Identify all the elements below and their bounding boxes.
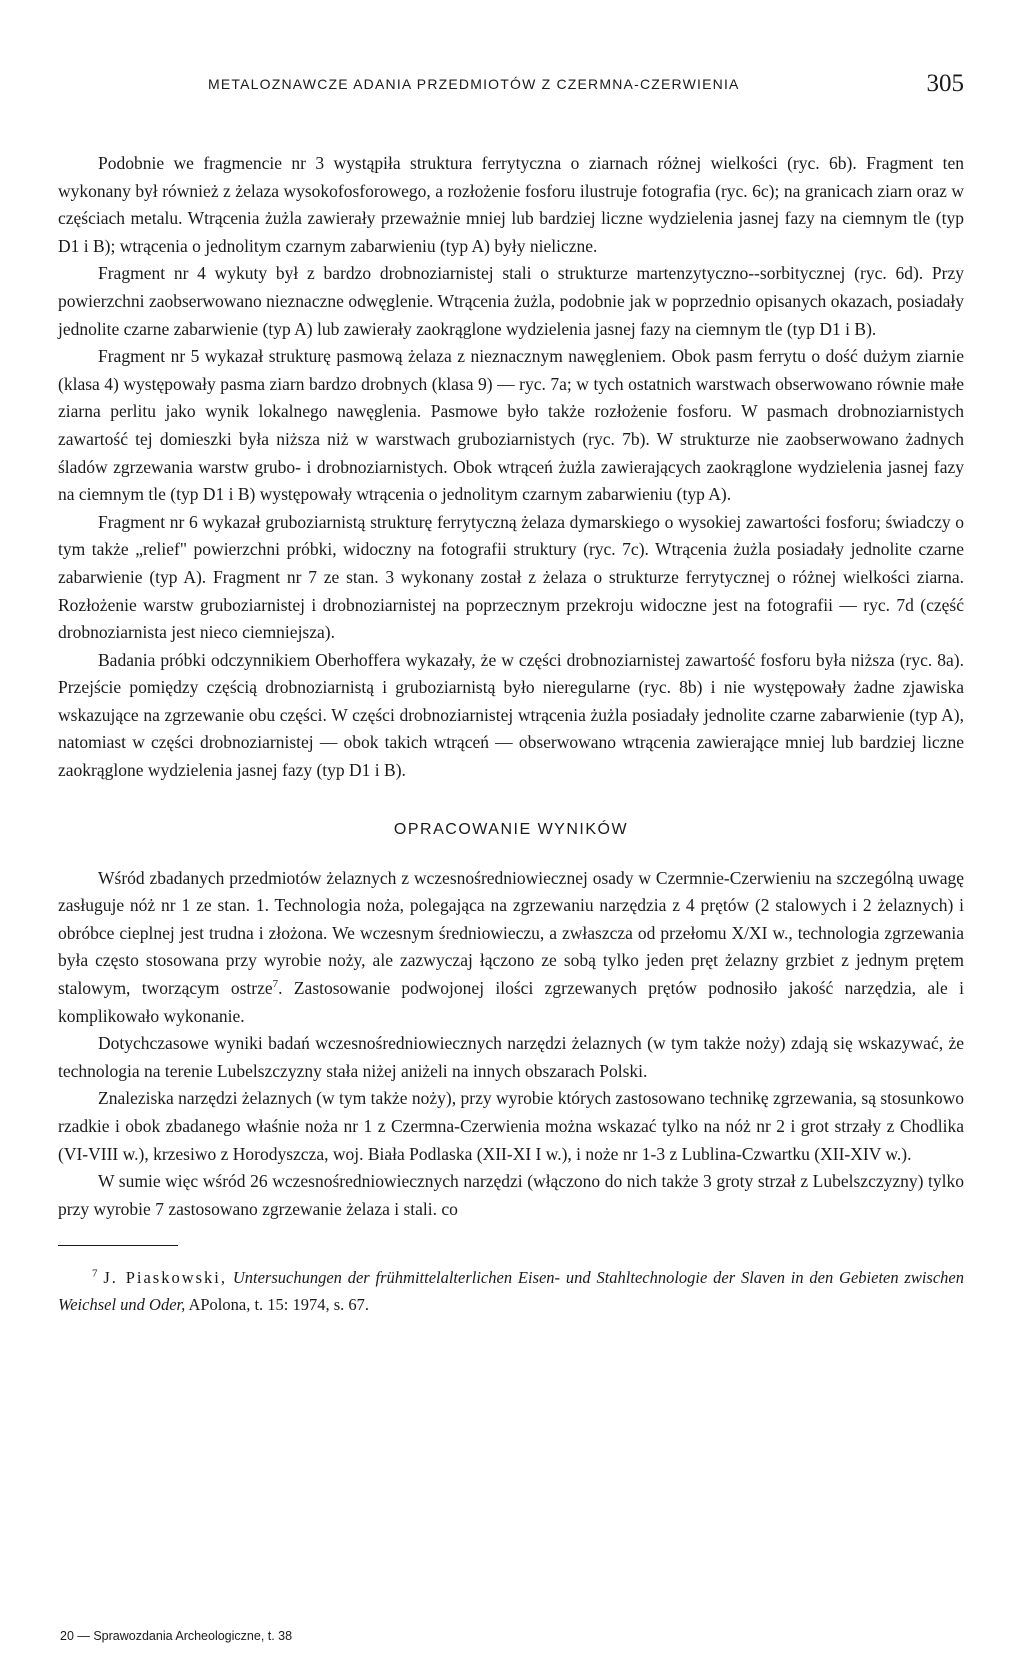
section-heading: OPRACOWANIE WYNIKÓW — [393, 820, 629, 838]
paragraph — [58, 865, 964, 1031]
paragraph: Dotychczasowe wyniki badań wczesnośredniowiecznych narzędzi żelaznych (w tym także noży) zdają się wskazywać, że technologia na terenie Lubelszczyzny stała niżej aniżeli na innych obszarach Polski. — [58, 1033, 964, 1081]
paragraph: Fragment nr 6 wykazał gruboziarnistą strukturę ferrytyczną żelaza dymarskiego o wysokiej zawartości fosforu; świadczy o tym także „relief" powierzchni próbki, widoczny na fotografii struktury (ryc. 7c). Wtrącenia żużla posiadały jednolite czarne zabarwienie (typ A). Fragment nr 7 ze stan. 3 wykonany został z żelaza o strukturze ferrytycznej o różnej wielkości ziarna. Rozłożenie warstw gruboziarnistej i drobnoziarnistej na poprzecznym przekroju widoczne jest na fotografii — ryc. 7d (część drobnoziarnista jest nieco ciemniejsza). — [58, 511, 964, 643]
paragraph: Znaleziska narzędzi żelaznych (w tym także noży), przy wyrobie których zastosowano technikę zgrzewania, są stosunkowo rzadkie i obok zbadanego właśnie noża nr 1 z Czermna-Czerwienia można wskazać tylko na nóż nr 2 i grot strzały z Chodlika (VI-VIII w.), krzesiwo z Horodyszcza, woj. Biała Podlaska (XII-XI I w.), i noże nr 1-3 z Lublina-Czwartku (XII-XIV w.). — [58, 1088, 964, 1164]
signature-footer: 20 — Sprawozdania Archeologiczne, t. 38 — [60, 1629, 293, 1643]
footnote-number: 7 — [92, 1267, 98, 1280]
running-title: METALOZNAWCZE ADANIA PRZEDMIOTÓW Z CZERMNA-CZERWIENIA — [208, 76, 740, 92]
footnote-author: J. Piaskowski, — [103, 1268, 227, 1288]
paragraph: Fragment nr 5 wykazał strukturę pasmową żelaza z nieznacznym nawęgleniem. Obok pasm ferrytu o dość dużym ziarnie (klasa 4) występowały pasma ziarn bardzo drobnych (klasa 9) — ryc. 7a; w tych ostatnich warstwach obserwowano równie małe ziarna perlitu jako wynik lokalnego nawęglenia. Pasmowe było także rozłożenie fosforu. W pasmach drobnoziarnistych zawartość tej domieszki była niższa niż w warstwach gruboziarnistych (ryc. 7b). W strukturze nie zaobserwowano żadnych śladów zgrzewania warstw grubo- i drobnoziarnistych. Obok wtrąceń żużla zawierających zaokrąglone wydzielenia jasnej fazy na ciemnym tle (typ D1 i B) występowały wtrącenia o jednolitym czarnym zabarwieniu (typ A). — [58, 346, 964, 505]
body-text — [58, 150, 964, 1223]
footnote — [58, 1264, 964, 1318]
footnote-divider — [58, 1245, 178, 1246]
footnote-title: Untersuchungen der frühmittelalterlichen Eisen- und Stahltechnologie der Slaven in den Gebieten zwischen Weichsel und Oder, — [58, 1268, 965, 1315]
paragraph: W sumie więc wśród 26 wczesnośredniowiecznych narzędzi (włączono do nich także 3 groty strzał z Lubelszczyzny) tylko przy wyrobie 7 zastosowano zgrzewanie żelaza i stali. co — [58, 1171, 964, 1219]
paragraph: Podobnie we fragmencie nr 3 wystąpiła struktura ferrytyczna o ziarnach różnej wielkości (ryc. 6b). Fragment ten wykonany był również z żelaza wysokofosforowego, a rozłożenie fosforu ilustruje fotografia (ryc. 6c); na granicach ziarn oraz w częściach metalu. Wtrącenia żużla zawierały przeważnie mniej lub bardziej liczne wydzielenia jasnej fazy na ciemnym tle (typ D1 i B); wtrącenia o jednolitym czarnym zabarwieniu (typ A) były nieliczne. — [58, 153, 964, 256]
footnote-source: APolona, t. 15: 1974, s. 67. — [188, 1295, 370, 1315]
footnote-reference: 7 — [272, 978, 279, 991]
running-head — [58, 62, 964, 108]
paragraph: Badania próbki odczynnikiem Oberhoffera wykazały, że w części drobnoziarnistej zawartość fosforu była niższa (ryc. 8a). Przejście pomiędzy częścią drobnoziarnistą i gruboziarnistą było nieregularne (ryc. 8b) i nie występowały żadne zjawiska wskazujące na zgrzewanie obu części. W części drobnoziarnistej wtrącenia żużla posiadały jednolite czarne zabarwienie (typ A), natomiast w części drobnoziarnistej — obok takich wtrąceń — obserwowano wtrącenia zawierające mniej lub bardziej liczne zaokrąglone wydzielenia jasnej fazy (typ D1 i B). — [58, 649, 964, 781]
paragraph: Fragment nr 4 wykuty był z bardzo drobnoziarnistej stali o strukturze martenzytyczno--sorbitycznej (ryc. 6d). Przy powierzchni zaobserwowano nieznaczne odwęglenie. Wtrącenia żużla, podobnie jak w poprzednio opisanych okazach, posiadały jednolite czarne zabarwienie (typ A) lub zawierały zaokrąglone wydzielenia jasnej fazy na ciemnym tle (typ D1 i B). — [58, 263, 964, 339]
paragraph-text: . Zastosowanie podwojonej ilości zgrzewanych prętów podnosiło jakość narzędzia, ale i komplikowało wykonanie. — [58, 978, 964, 1026]
page-number: 305 — [926, 70, 964, 97]
page — [58, 62, 964, 1318]
paragraph-text: Wśród zbadanych przedmiotów żelaznych z wczesnośredniowiecznej osady w Czermnie-Czerwieniu na szczególną uwagę zasługuje nóż nr 1 ze stan. 1. Technologia noża, polegająca na zgrzewaniu narzędzia z 4 prętów (2 stalowych i 2 żelaznych) i obróbce cieplnej jest trudna i złożona. We wczesnym średniowieczu, a zwłaszcza od przełomu X/XI w., technologia zgrzewania była często stosowana przy wyrobie noży, ale zazwyczaj łączono ze sobą tylko jeden pręt żelazny grzbiet z jednym prętem stalowym, tworzącym ostrze — [58, 867, 964, 999]
